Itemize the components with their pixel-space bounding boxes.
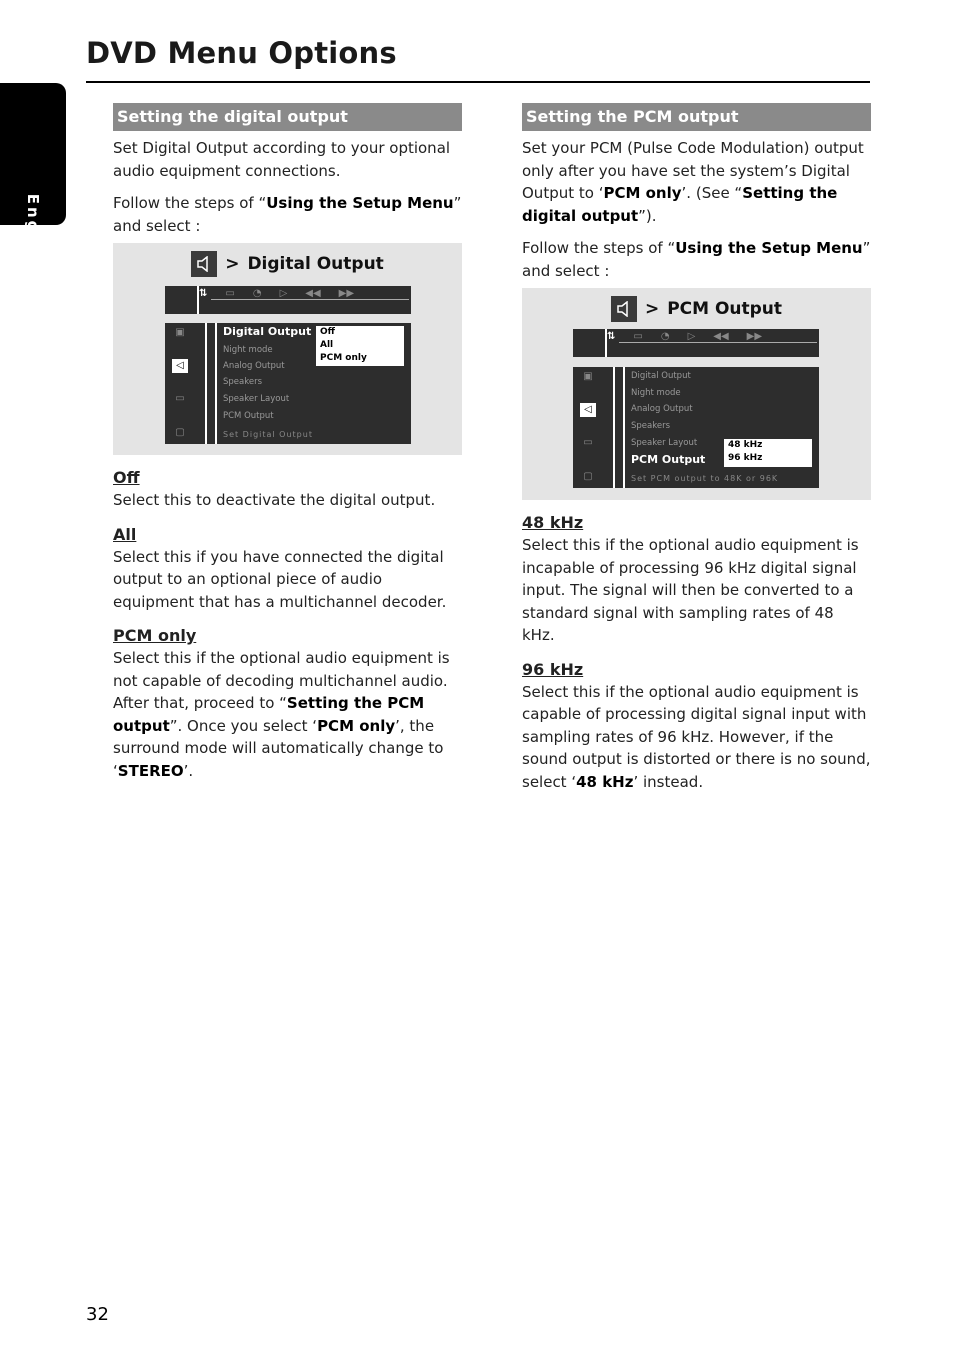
term-96khz-desc: Select this if the optional audio equipment is capable of processing digital signal input with sampling rates of 96 kHz. However, if the sound output is distorted or there is no sound, select ‘48 kHz’ instead. (522, 682, 871, 791)
menu-item[interactable]: PCM Output (223, 411, 274, 421)
menu-item[interactable]: Speakers (223, 377, 263, 387)
digital-output-ref: Setting the digital output (522, 184, 838, 225)
intro-text: Set Digital Output according to your optional audio equipment connections. (113, 139, 451, 180)
speaker-icon (611, 296, 637, 322)
options-box (724, 439, 812, 467)
option-96khz[interactable]: 96 kHz (728, 453, 763, 463)
menu-toolbar (573, 329, 819, 357)
forward-icon[interactable]: ▶▶ (746, 331, 763, 342)
menu-item[interactable]: PCM Output (631, 453, 706, 466)
term-off-desc: Select this to deactivate the digital output. (113, 491, 436, 509)
menu-item[interactable]: Digital Output (631, 371, 691, 381)
section-heading-digital-output: Setting the digital output (113, 103, 462, 131)
audio-icon[interactable]: ◔ (660, 331, 670, 342)
pcm-output-screen (522, 288, 871, 500)
screen-header (113, 251, 462, 277)
speaker-icon (191, 251, 217, 277)
forward-icon[interactable]: ▶▶ (338, 288, 355, 299)
setup-menu-ref: Using the Setup Menu (675, 239, 863, 257)
rewind-icon[interactable]: ◀◀ (713, 331, 729, 342)
term-pcm-only-desc: Select this if the optional audio equipment is not capable of decoding multichannel audio. After that, proceed to “Setting the PCM output”. Once you select ‘PCM only’, the surround mode will automatically change to ‘STEREO’. (113, 649, 450, 780)
menu-hint: Set Digital Output (223, 430, 313, 439)
audio-icon[interactable]: ◔ (252, 288, 262, 299)
right-column (522, 103, 871, 793)
intro-text: Set your PCM (Pulse Code Modulation) output only after you have set the system’s Digital Output to ‘PCM only’. (See “Setting the digital output”). (522, 139, 864, 225)
subtitle-icon[interactable]: ▭ (225, 288, 235, 299)
settings-icon[interactable]: ⇅ (199, 288, 208, 299)
menu-item[interactable]: Analog Output (631, 404, 693, 414)
settings-icon[interactable]: ⇅ (607, 331, 616, 342)
title-rule (86, 81, 870, 83)
options-box (316, 326, 404, 366)
menu-item[interactable]: Speakers (631, 421, 671, 431)
setup-menu-ref: Using the Setup Menu (266, 194, 454, 212)
term-off: Off (113, 468, 140, 487)
follow-steps-text: Follow the steps of “Using the Setup Menu” and select : (522, 239, 871, 280)
option-all[interactable]: All (320, 340, 334, 350)
folder-icon[interactable]: ▢ (583, 471, 593, 482)
digital-output-screen (113, 243, 462, 455)
play-icon[interactable]: ▷ (279, 288, 288, 299)
subtitle-icon[interactable]: ▭ (175, 393, 185, 404)
language-tab (0, 83, 66, 277)
menu-item[interactable]: Analog Output (223, 361, 285, 371)
term-48khz-desc: Select this if the optional audio equipment is incapable of processing 96 kHz digital signal input. The signal will then be converted to a standard signal with sampling rates of 48 kHz. (522, 536, 859, 644)
term-96khz: 96 kHz (522, 659, 584, 679)
menu-panel (573, 367, 819, 488)
screen-header (522, 296, 871, 322)
folder-icon[interactable]: ▢ (175, 427, 185, 438)
subtitle-icon[interactable]: ▭ (633, 331, 643, 342)
menu-toolbar (165, 286, 411, 314)
rewind-icon[interactable]: ◀◀ (305, 288, 321, 299)
option-off[interactable]: Off (320, 327, 335, 337)
picture-icon[interactable]: ▣ (175, 327, 185, 338)
menu-item[interactable]: Speaker Layout (631, 438, 698, 448)
speaker-icon[interactable]: ◁ (172, 359, 188, 373)
pcm-output-ref: Setting the PCM output (113, 694, 425, 735)
menu-hint: Set PCM output to 48K or 96K (631, 474, 779, 483)
play-icon[interactable]: ▷ (687, 331, 696, 342)
picture-icon[interactable]: ▣ (583, 371, 593, 382)
term-pcm-only: PCM only (113, 626, 197, 645)
page-number: 32 (86, 1304, 109, 1325)
term-all: All (113, 524, 137, 544)
subtitle-icon[interactable]: ▭ (583, 437, 593, 448)
option-48khz[interactable]: 48 kHz (728, 440, 763, 450)
menu-item[interactable]: Digital Output (223, 325, 312, 338)
language-label: English (24, 193, 42, 277)
page-title: DVD Menu Options (86, 36, 397, 70)
menu-panel (165, 323, 411, 444)
menu-item[interactable]: Night mode (223, 345, 273, 355)
menu-item[interactable]: Speaker Layout (223, 394, 290, 404)
term-all-desc: Select this if you have connected the digital output to an optional piece of audio equipment that has a multichannel decoder. (113, 547, 447, 611)
left-column (113, 103, 462, 782)
screen-title: PCM Output (667, 299, 783, 319)
option-pcm-only[interactable]: PCM only (320, 353, 367, 363)
menu-item[interactable]: Night mode (631, 388, 681, 398)
term-48khz: 48 kHz (522, 513, 584, 532)
breadcrumb-arrow: > (225, 254, 240, 274)
screen-title: Digital Output (247, 254, 384, 274)
section-heading-pcm-output: Setting the PCM output (522, 103, 871, 131)
follow-steps-text: Follow the steps of “Using the Setup Menu” and select : (113, 194, 462, 235)
speaker-icon[interactable]: ◁ (580, 403, 596, 417)
breadcrumb-arrow: > (644, 299, 660, 319)
